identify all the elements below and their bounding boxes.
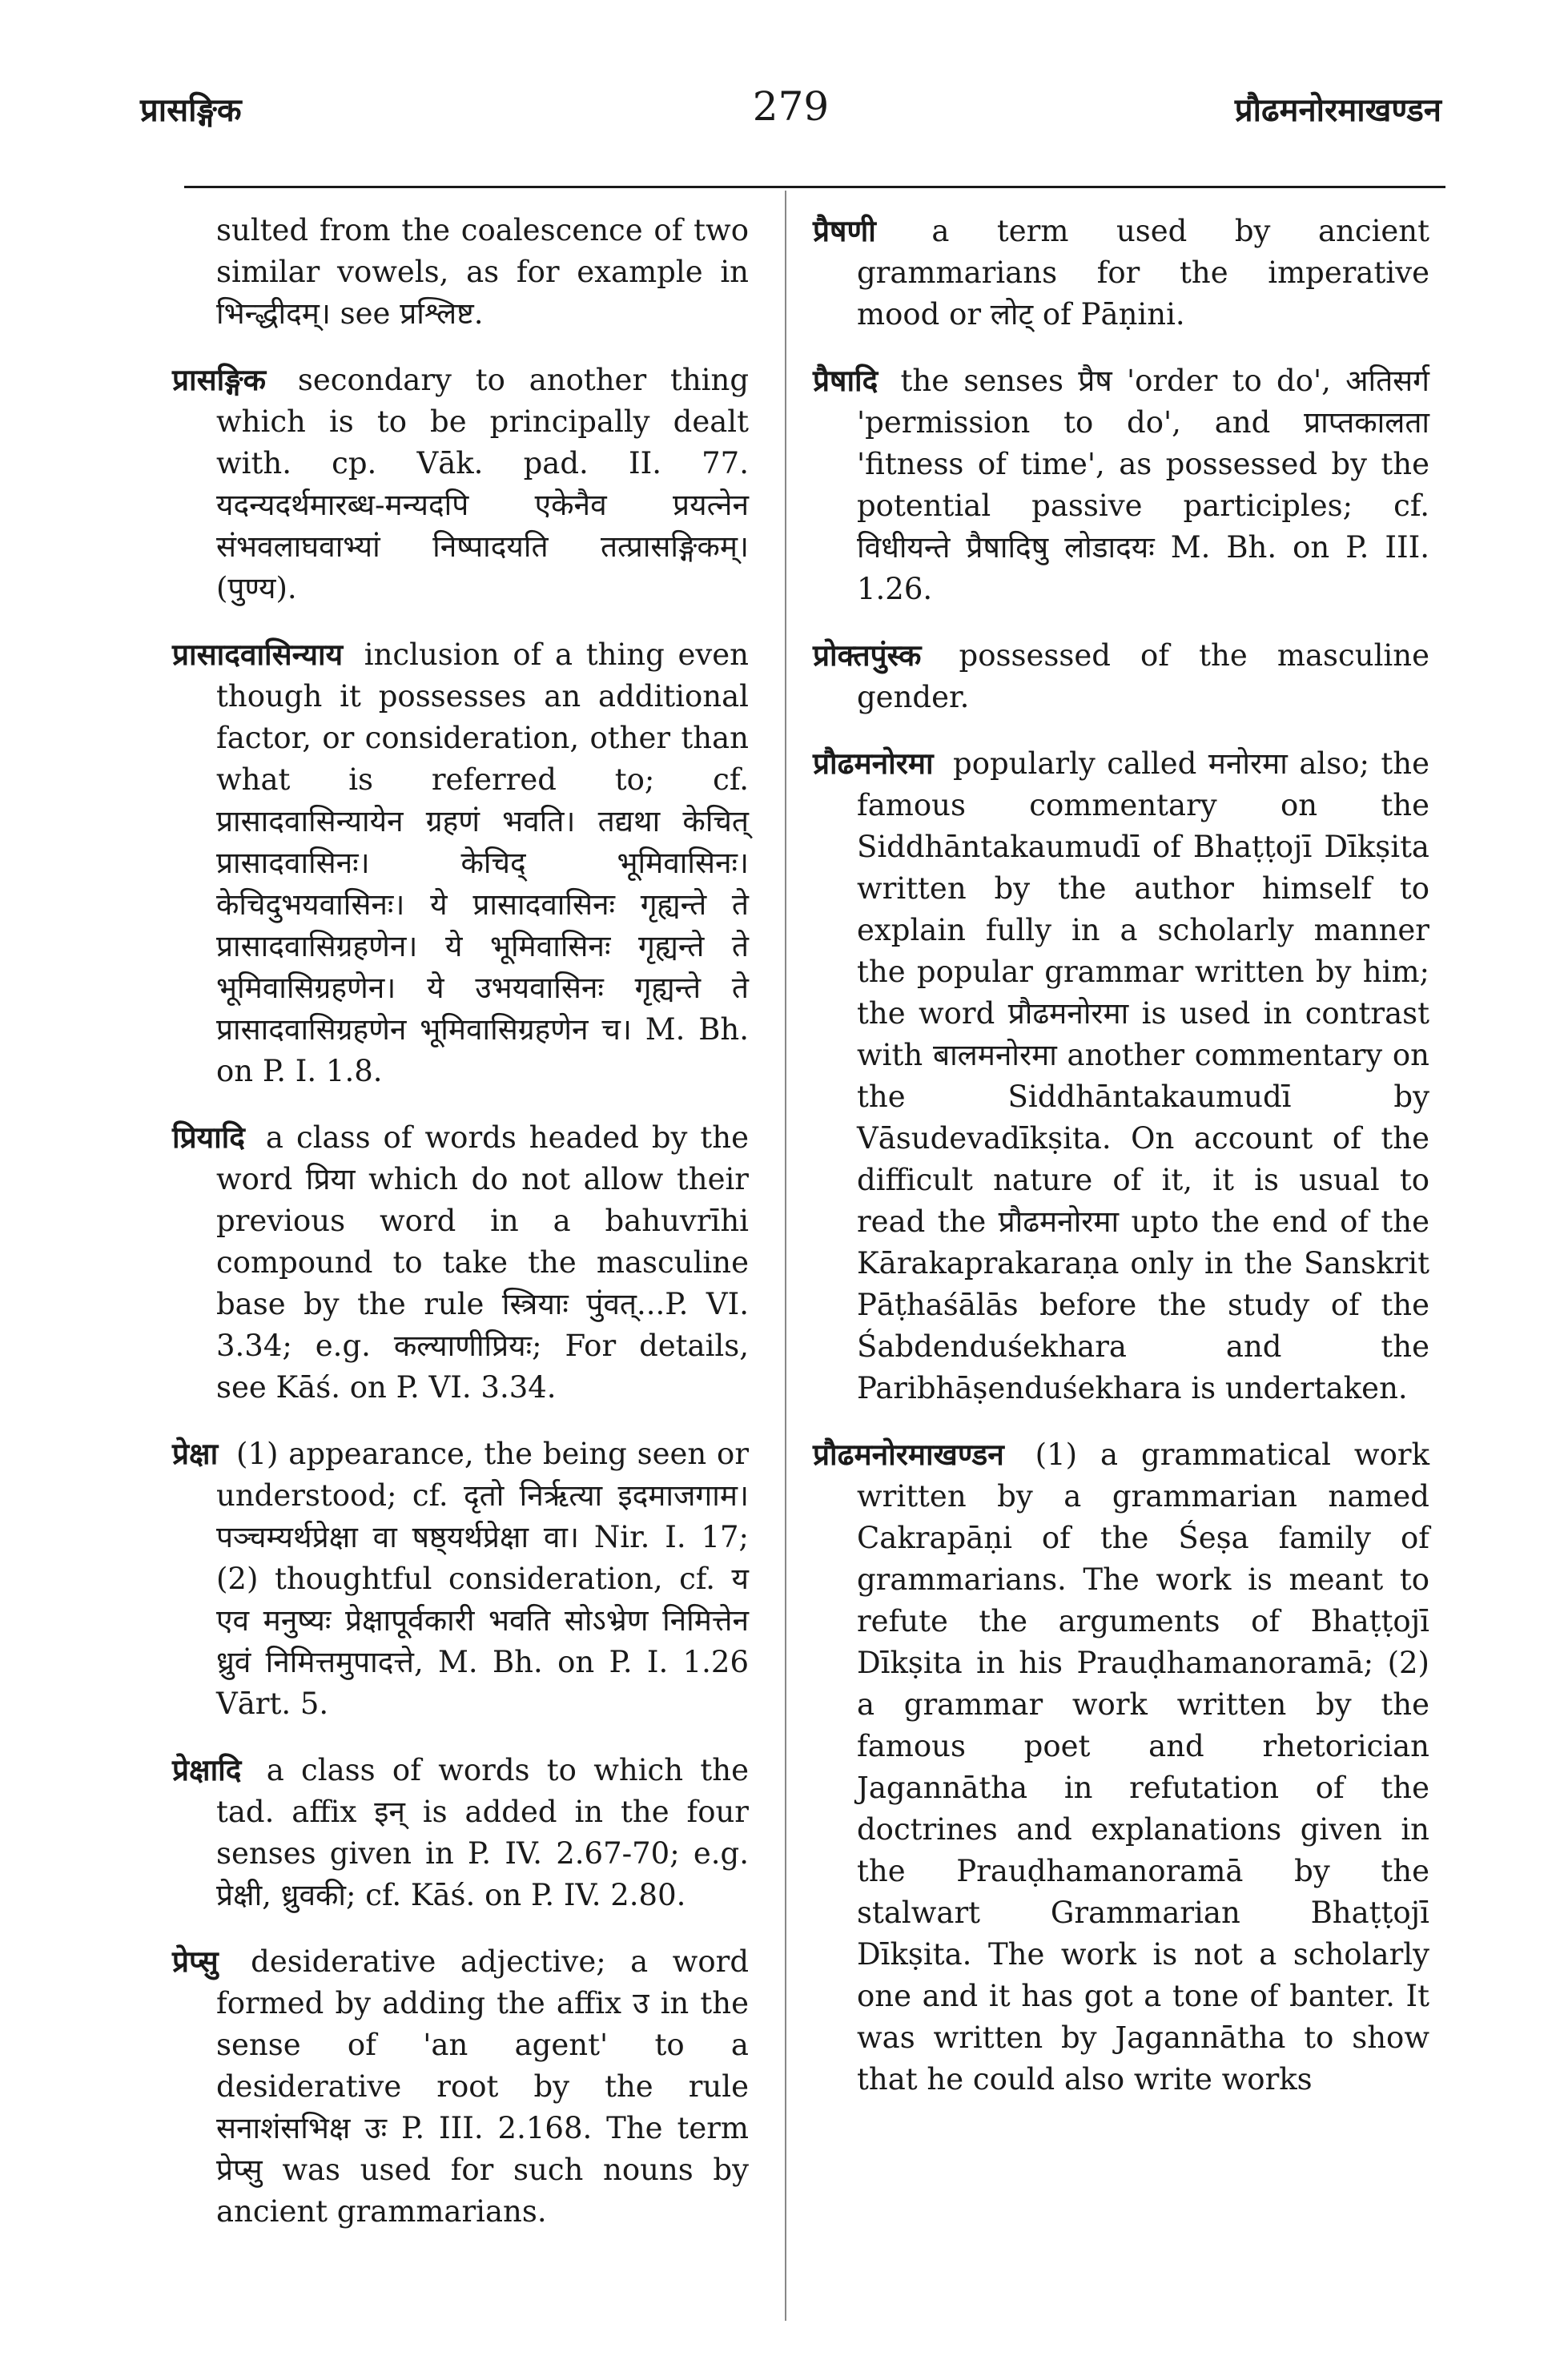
- entry-definition: the senses प्रैष 'order to do', अतिसर्ग 'permission to do', and प्राप्तकालता 'fitness of time', as possessed by the potential passive participles; cf. विधीयन्ते प्रैषादिषु लोडादयः M. Bh. on P. III. 1.26.: [857, 364, 1429, 606]
- dictionary-entry: [172, 359, 749, 609]
- dictionary-entry: [172, 633, 749, 1092]
- dictionary-entry: [813, 742, 1429, 1409]
- dictionary-entry: [172, 1940, 749, 2233]
- entry-definition: secondary to another thing which is to be principally dealt with. cp. Vāk. pad. II. 77. यदन्यदर्थमारब्ध-मन्यदपि एकेनैव प्रयत्नेन संभवलाघवाभ्यां निष्पादयति तत्प्रासङ्गिकम्। (पुण्य).: [216, 363, 749, 605]
- header-rule: [184, 186, 1445, 188]
- entry-headword: प्रेक्षादि: [172, 1752, 242, 1787]
- entry-definition: inclusion of a thing even though it possesses an additional factor, or consideration, other than what is referred to; cf. प्रासादवासिन्यायेन ग्रहणं भवति। तद्यथा केचित् प्रासादवासिनः। केचिद् भूमिवासिनः। केचिदुभयवासिनः। ये प्रासादवासिनः गृह्यन्ते ते प्रासादवासिग्रहणेन। ये भूमिवासिनः गृह्यन्ते ते भूमिवासिग्रहणेन। ये उभयवासिनः गृह्यन्ते ते प्रासादवासिग्रहणेन भूमिवासिग्रहणेन च। M. Bh. on P. I. 1.8.: [216, 637, 750, 1088]
- left-column: [172, 210, 749, 2257]
- entry-definition: possessed of the masculine gender.: [857, 638, 1429, 714]
- page-number: 279: [752, 83, 830, 130]
- entry-headword: प्रासादवासिन्याय: [172, 637, 344, 672]
- dictionary-entry: [813, 1433, 1429, 2101]
- entry-definition: (1) appearance, the being seen or understood; cf. दृतो निर्ऋत्या इदमाजगाम। पञ्चम्यर्थप्रेक्षा वा षष्ठ्यर्थप्रेक्षा वा। Nir. I. 17; (2) thoughtful consideration, cf. य एव मनुष्यः प्रेक्षापूर्वकारी भवति सोऽभ्रेण निमित्तेन ध्रुवं निमित्तमुपादत्ते, M. Bh. on P. I. 1.26 Vārt. 5.: [216, 1437, 750, 1721]
- entry-headword: प्रैषादि: [813, 363, 878, 398]
- entry-definition: a class of words to which the tad. affix इन् is added in the four senses given in P. IV. 2.67-70; e.g. प्रेक्षी, ध्रुवकी; cf. Kāś. on P. IV. 2.80.: [216, 1753, 749, 1912]
- dictionary-entry: [172, 1749, 749, 1916]
- entry-headword: प्रेक्षा: [172, 1436, 219, 1471]
- dictionary-entry: [172, 1116, 749, 1409]
- right-column: [813, 210, 1429, 2125]
- entry-headword: प्रासङ्गिक: [172, 362, 267, 397]
- entry-definition: a term used by ancient grammarians for the imperative mood or लोट् of Pāṇini.: [857, 214, 1430, 332]
- dictionary-entry: [813, 634, 1429, 718]
- entry-definition: sulted from the coalescence of two similar vowels, as for example in भिन्द्धीदम्। see प्रश्लिष्ट.: [216, 213, 749, 331]
- entry-headword: प्रियादि: [172, 1120, 245, 1155]
- entry-definition: desiderative adjective; a word formed by adding the affix उ in the sense of 'an agent' to a desiderative root by the rule सनाशंसभिक्ष उः P. III. 2.168. The term प्रेप्सु was used for such nouns by ancient grammarians.: [216, 1944, 749, 2229]
- entry-definition: popularly called मनोरमा also; the famous commentary on the Siddhāntakaumudī of Bhaṭṭojī Dīkṣita written by the author himself to explain fully in a scholarly manner the popular grammar written by him; the word प्रौढमनोरमा is used in contrast with बालमनोरमा another commentary on the Siddhāntakaumudī by Vāsudevadīkṣita. On account of the difficult nature of it, it is usual to read the प्रौढमनोरमा upto the end of the Kārakaprakaraṇa only in the Sanskrit Pāṭhaśālās before the study of the Śabdenduśekhara and the Paribhāṣenduśekhara is undertaken.: [857, 746, 1430, 1405]
- entry-headword: प्रोक्तपुंस्क: [813, 637, 922, 673]
- dictionary-entry: [813, 210, 1429, 336]
- dictionary-entry: [172, 1433, 749, 1725]
- dictionary-entry: [813, 360, 1429, 610]
- entry-headword: प्रैषणी: [813, 213, 876, 248]
- entry-definition: a class of words headed by the word प्रिया which do not allow their previous word in a bahuvrīhi compound to take the masculine base by the rule स्त्रियाः पुंवत्...P. VI. 3.34; e.g. कल्याणीप्रियः; For details, see Kāś. on P. VI. 3.34.: [216, 1120, 750, 1405]
- entry-headword: प्रेप्सु: [172, 1944, 219, 1979]
- entry-headword: प्रौढमनोरमाखण्डन: [813, 1437, 1004, 1472]
- page-header: [140, 83, 1441, 143]
- entry-headword: प्रौढमनोरमा: [813, 746, 934, 781]
- column-divider: [785, 191, 786, 2321]
- entry-definition: (1) a grammatical work written by a grammarian named Cakrapāṇi of the Śeṣa family of grammarians. The work is meant to refute the arguments of Bhaṭṭojī Dīkṣita in his Prauḍhamanoramā; (2) a grammar work written by the famous poet and rhetorician Jagannātha in refutation of the doctrines and explanations given in the Prauḍhamanoramā by the stalwart Grammarian Bhaṭṭojī Dīkṣita. The work is not a scholarly one and it has got a tone of banter. It was written by Jagannātha to show that he could also write works: [857, 1437, 1429, 2097]
- dictionary-entry: [172, 210, 749, 335]
- left-guide-word: प्रासङ्गिक: [140, 91, 242, 129]
- right-guide-word: प्रौढमनोरमाखण्डन: [1234, 91, 1441, 129]
